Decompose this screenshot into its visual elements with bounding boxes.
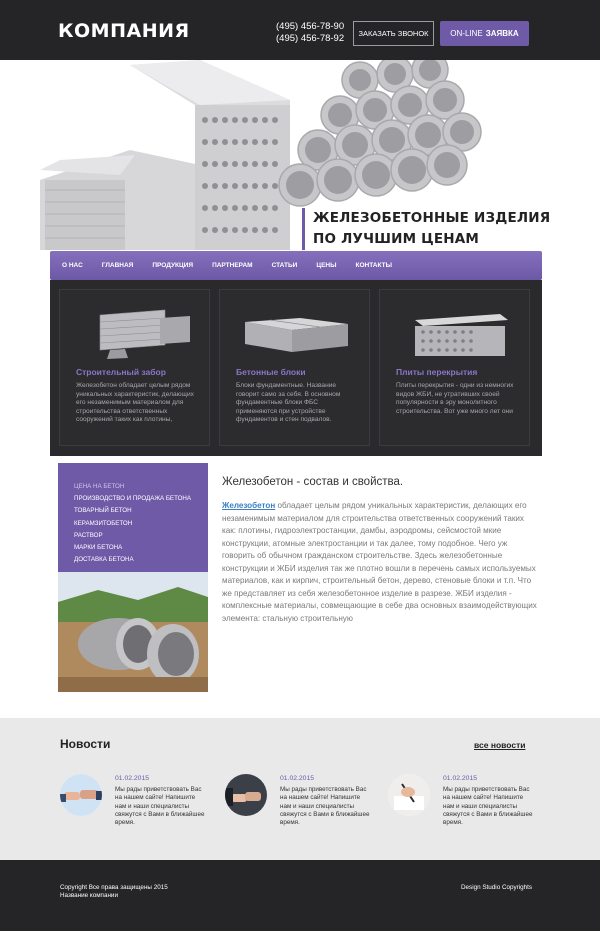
news-title: Новости <box>60 737 111 751</box>
product-description: Блоки фундаментные. Название говорит само за себя. В основном фундаментные блоки ФБС применяются при устройстве фундаментов и стен подвалов. <box>236 382 341 424</box>
fence-image <box>70 300 199 360</box>
news-text: Мы рады приветствовать Вас на нашем сайте! Напишите нам и наши специалисты свяжутся с Вами в ближайшее время. <box>280 786 370 827</box>
request-call-button[interactable]: ЗАКАЗАТЬ ЗВОНОК <box>353 21 434 46</box>
hero-tagline-line1: ЖЕЛЕЗОБЕТОННЫЕ ИЗДЕЛИЯ <box>313 210 551 226</box>
news-item[interactable] <box>225 774 385 834</box>
news-date: 01.02.2015 <box>443 775 478 782</box>
online-request-prefix: ON-LINE <box>450 29 483 38</box>
product-title: Бетонные блоки <box>236 367 306 377</box>
product-description: Плиты перекрытия - одни из немногих видов ЖБИ, не утративших своей популярности в эру монолитного строительства. Вот уже много лет они <box>396 382 514 415</box>
floor-slabs-image <box>390 300 519 360</box>
news-item[interactable] <box>60 774 220 834</box>
copyright-text: Copyright Все права защищены 2015 <box>60 884 168 891</box>
company-name: Название компании <box>60 892 118 899</box>
article-body: обладает целым рядом уникальных характеристик, делающих его незаменимым материалом для строительства ответственных сооружений таких как: плотины, гидроэлектростанции, дамбы, аэродромы, сейсмостой мкие конструкции, атомные электростанции и так далее, тому подобное. Чего уж говорить об обычном гражданском строительстве. Здесь железобетонные конструкции и ЖБИ изделия так же плотно вошли в перечень самых используемых материалов, как и кирпич, строительный бетон, дерево, стеновые блоки и т.п. Что же представляет из себя железобетонное изделие в разрезе. ЖБИ изделия - комплексные материалы, совмещающие в себе два основных взаимодействующих элемента: стальную строительную <box>222 501 537 623</box>
news-thumbnail <box>388 774 430 816</box>
footer <box>0 860 600 931</box>
news-text: Мы рады приветствовать Вас на нашем сайте! Напишите нам и наши специалисты свяжутся с Вами в ближайшее время. <box>443 786 533 827</box>
news-thumbnail <box>225 774 267 816</box>
sidebar-menu <box>58 463 208 572</box>
product-card-slabs[interactable] <box>379 289 530 446</box>
sidebar-item-delivery[interactable]: ДОСТАВКА БЕТОНА <box>74 556 134 564</box>
phone-2: (495) 456-78-92 <box>276 33 345 44</box>
handshake-image <box>225 774 267 816</box>
nav-item-articles[interactable]: СТАТЬИ <box>271 262 298 269</box>
news-item[interactable] <box>388 774 548 834</box>
hero-tagline-line2: ПО ЛУЧШИМ ЦЕНАМ <box>313 231 480 247</box>
online-request-label: ЗАЯВКА <box>485 29 519 38</box>
sidebar-item-mortar[interactable]: РАСТВОР <box>74 531 103 539</box>
hero-tagline <box>302 208 550 250</box>
article-title: Железобетон - состав и свойства. <box>222 476 404 488</box>
nav-item-prices[interactable]: ЦЕНЫ <box>316 262 337 269</box>
main-nav <box>50 251 542 280</box>
copyright <box>60 884 168 900</box>
online-request-button[interactable] <box>440 21 529 46</box>
sidebar-item-production-sales[interactable]: ПРОИЗВОДСТВО И ПРОДАЖА БЕТОНА <box>74 495 191 503</box>
product-card-fence[interactable] <box>59 289 210 446</box>
news-text: Мы рады приветствовать Вас на нашем сайте! Напишите нам и наши специалисты свяжутся с Вами в ближайшее время. <box>115 786 205 827</box>
hero-banner <box>0 60 600 250</box>
pen-signing-image <box>388 774 430 816</box>
article-text <box>222 500 537 625</box>
concrete-pipes-image <box>58 572 208 692</box>
nav-item-about[interactable]: О НАС <box>62 262 83 269</box>
slab-stack <box>40 60 290 250</box>
phone-1: (495) 456-78-90 <box>276 21 345 32</box>
header <box>0 0 600 60</box>
news-thumbnail <box>60 774 102 816</box>
studio-credit[interactable]: Design Studio Copyrights <box>461 884 533 891</box>
nav-item-products[interactable]: ПРОДУКЦИЯ <box>152 262 194 269</box>
news-date: 01.02.2015 <box>115 775 150 782</box>
article-link[interactable]: Железобетон <box>222 501 276 510</box>
news-section <box>0 718 600 860</box>
product-title: Плиты перекрытия <box>396 367 478 377</box>
nav-item-home[interactable]: ГЛАВНАЯ <box>101 262 134 269</box>
nav-item-contacts[interactable]: КОНТАКТЫ <box>355 262 392 269</box>
concrete-blocks-image <box>230 300 359 360</box>
all-news-link[interactable]: все новости <box>474 740 526 750</box>
product-description: Железобетон обладает целым рядом уникальных характеристик, делающих его незаменимым материалом для строительства ответственных сооружений таких как плотины, <box>76 382 194 424</box>
sidebar-item-expanded-clay[interactable]: КЕРАМЗИТОБЕТОН <box>74 519 133 527</box>
sidebar-item-grades[interactable]: МАРКИ БЕТОНА <box>74 544 123 552</box>
product-card-blocks[interactable] <box>219 289 370 446</box>
pipes-photo <box>58 572 208 692</box>
sidebar-item-ready-mix[interactable]: ТОВАРНЫЙ БЕТОН <box>74 507 132 515</box>
sidebar-item-concrete-price[interactable]: ЦЕНА НА БЕТОН <box>74 483 125 490</box>
pipe-pyramid <box>279 60 481 206</box>
logo[interactable]: КОМПАНИЯ <box>58 20 190 42</box>
nav-item-partners[interactable]: ПАРТНЕРАМ <box>212 262 253 269</box>
product-title: Строительный забор <box>76 367 166 377</box>
phone-numbers <box>276 21 344 45</box>
news-date: 01.02.2015 <box>280 775 315 782</box>
handshake-image <box>60 774 102 816</box>
products-panel <box>50 280 542 456</box>
